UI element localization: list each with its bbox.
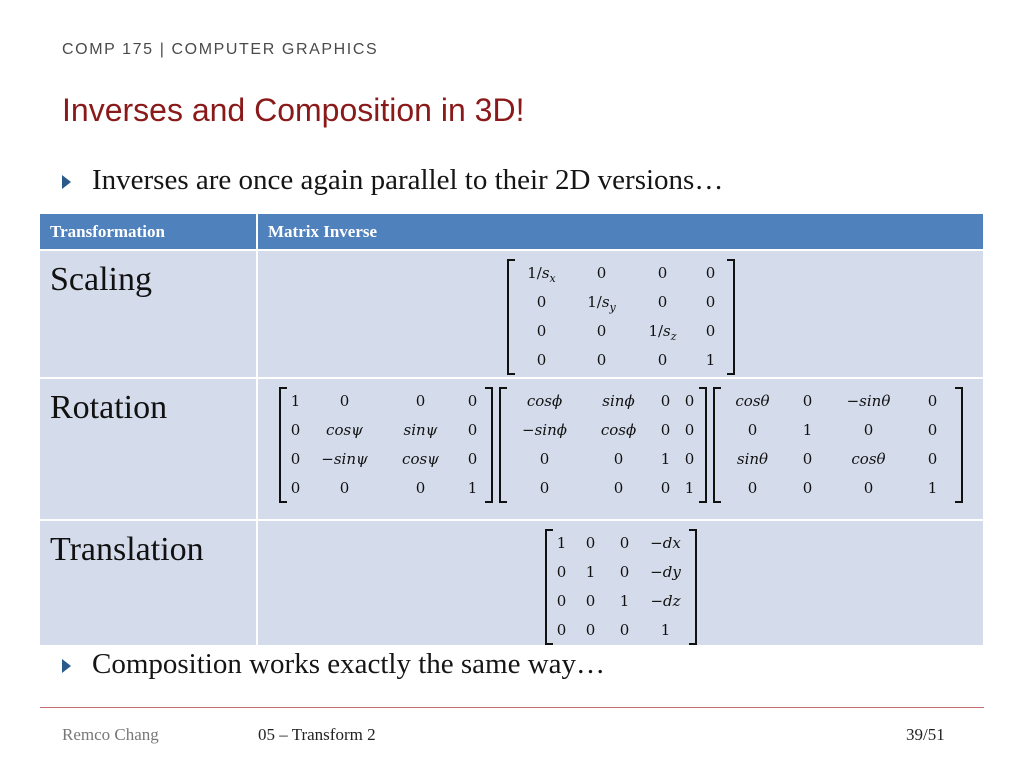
matrix-entry: 0: [536, 351, 547, 369]
matrix-entry: 0: [467, 421, 478, 439]
matrix-entry: 0: [290, 421, 301, 439]
matrix-entry: 0: [660, 421, 671, 439]
matrix-entry: 0: [684, 392, 695, 410]
matrix-entry: 0: [705, 293, 716, 311]
matrix-entry: 0: [684, 421, 695, 439]
matrix-entry: 1: [802, 421, 813, 439]
scaling-cell: [257, 250, 984, 378]
table-row: [40, 250, 984, 378]
matrix-entry: 0: [339, 479, 350, 497]
header-matrix-inverse: Matrix Inverse: [257, 214, 984, 250]
matrix-entry: 0: [863, 421, 874, 439]
matrix-entry: 0: [802, 450, 813, 468]
header-transformation: Transformation: [40, 214, 257, 250]
matrix-entry: 0: [705, 264, 716, 282]
matrix-entry: 0: [415, 479, 426, 497]
footer-author: Remco Chang: [62, 725, 159, 744]
matrix-entry: 0: [660, 392, 671, 410]
matrix-entry: cosθ: [851, 450, 886, 468]
matrix-entry: 1: [467, 479, 478, 497]
matrix-entry: $1/s_x$: [527, 264, 556, 285]
matrix-entry: −dy: [650, 563, 681, 581]
matrix-entry: 1: [290, 392, 301, 410]
matrix-entry: 0: [660, 479, 671, 497]
matrix-entry: 0: [927, 392, 938, 410]
matrix-entry: 0: [536, 322, 547, 340]
matrix-entry: 0: [619, 621, 630, 639]
rotation-y-inverse-matrix: [499, 387, 707, 503]
matrix-entry: $1/s_y$: [587, 293, 616, 314]
matrix-entry: sinθ: [736, 450, 769, 468]
matrix-entry: 0: [684, 450, 695, 468]
bullet-text: Composition works exactly the same way…: [92, 648, 606, 680]
matrix-entry: 0: [705, 322, 716, 340]
footer-page-number: 39/51: [906, 725, 945, 744]
matrix-entry: 0: [290, 450, 301, 468]
matrix-entry: 0: [596, 264, 607, 282]
matrix-entry: 0: [556, 621, 567, 639]
matrix-entry: 0: [927, 450, 938, 468]
matrix-entry: 0: [339, 392, 350, 410]
matrix-entry: 0: [927, 421, 938, 439]
table-row: [40, 520, 984, 645]
matrix-entry: 0: [556, 592, 567, 610]
matrix-entry: cosψ: [326, 421, 363, 439]
matrix-entry: 0: [585, 592, 596, 610]
matrix-entry: 0: [802, 479, 813, 497]
row-label-scaling: Scaling: [40, 250, 257, 378]
matrix-entry: −sinψ: [321, 450, 368, 468]
bullet-composition: [62, 648, 605, 681]
rotation-x-inverse-matrix: [279, 387, 493, 503]
matrix-entry: 0: [539, 450, 550, 468]
matrix-entry: 1: [619, 592, 630, 610]
footer-divider: [40, 707, 984, 708]
matrix-entry: 1: [660, 621, 671, 639]
rotation-cell: [257, 378, 984, 520]
matrix-entry: 0: [596, 322, 607, 340]
row-label-translation: Translation: [40, 520, 257, 645]
table-header-row: [40, 214, 984, 250]
matrix-entry: 0: [657, 351, 668, 369]
translation-cell: [257, 520, 984, 645]
matrix-entry: −dz: [650, 592, 681, 610]
slide-title: Inverses and Composition in 3D!: [62, 92, 525, 128]
rotation-z-inverse-matrix: [713, 387, 963, 503]
matrix-entry: −sinϕ: [522, 421, 567, 439]
matrix-entry: 0: [657, 264, 668, 282]
matrix-entry: 0: [467, 392, 478, 410]
matrix-entry: 1: [660, 450, 671, 468]
matrix-entry: 0: [290, 479, 301, 497]
matrix-entry: cosψ: [402, 450, 439, 468]
matrix-entry: 0: [585, 534, 596, 552]
matrix-entry: 0: [747, 479, 758, 497]
matrix-entry: 0: [657, 293, 668, 311]
matrix-entry: −sinθ: [846, 392, 891, 410]
bullet-triangle-icon: [62, 659, 71, 673]
matrix-entry: 0: [585, 621, 596, 639]
table-row: [40, 378, 984, 520]
matrix-entry: 0: [802, 392, 813, 410]
matrix-entry: 1: [705, 351, 716, 369]
matrix-entry: 1: [927, 479, 938, 497]
scaling-inverse-matrix: [507, 259, 735, 375]
matrix-entry: 0: [536, 293, 547, 311]
matrix-entry: 1: [556, 534, 567, 552]
matrix-entry: 0: [556, 563, 567, 581]
inverse-table: [40, 214, 985, 645]
bullet-inverses: [62, 164, 723, 197]
matrix-entry: 0: [415, 392, 426, 410]
matrix-entry: $1/s_z$: [648, 322, 677, 343]
bullet-triangle-icon: [62, 175, 71, 189]
row-label-rotation: Rotation: [40, 378, 257, 520]
matrix-entry: 0: [613, 479, 624, 497]
matrix-entry: −dx: [650, 534, 681, 552]
matrix-entry: 0: [619, 534, 630, 552]
matrix-entry: 0: [539, 479, 550, 497]
matrix-entry: 0: [613, 450, 624, 468]
matrix-entry: 0: [747, 421, 758, 439]
matrix-entry: 1: [684, 479, 695, 497]
matrix-entry: sinψ: [403, 421, 438, 439]
matrix-entry: cosϕ: [600, 421, 637, 439]
matrix-entry: cosθ: [735, 392, 770, 410]
matrix-entry: 0: [596, 351, 607, 369]
matrix-entry: 0: [467, 450, 478, 468]
matrix-entry: sinϕ: [602, 392, 635, 410]
matrix-entry: 0: [619, 563, 630, 581]
matrix-entry: cosϕ: [526, 392, 563, 410]
matrix-entry: 1: [585, 563, 596, 581]
footer-lecture: 05 – Transform 2: [258, 725, 376, 744]
course-label: COMP 175 | COMPUTER GRAPHICS: [62, 41, 379, 58]
bullet-text: Inverses are once again parallel to their 2D versions…: [92, 164, 724, 196]
translation-inverse-matrix: [545, 529, 697, 645]
matrix-entry: 0: [863, 479, 874, 497]
